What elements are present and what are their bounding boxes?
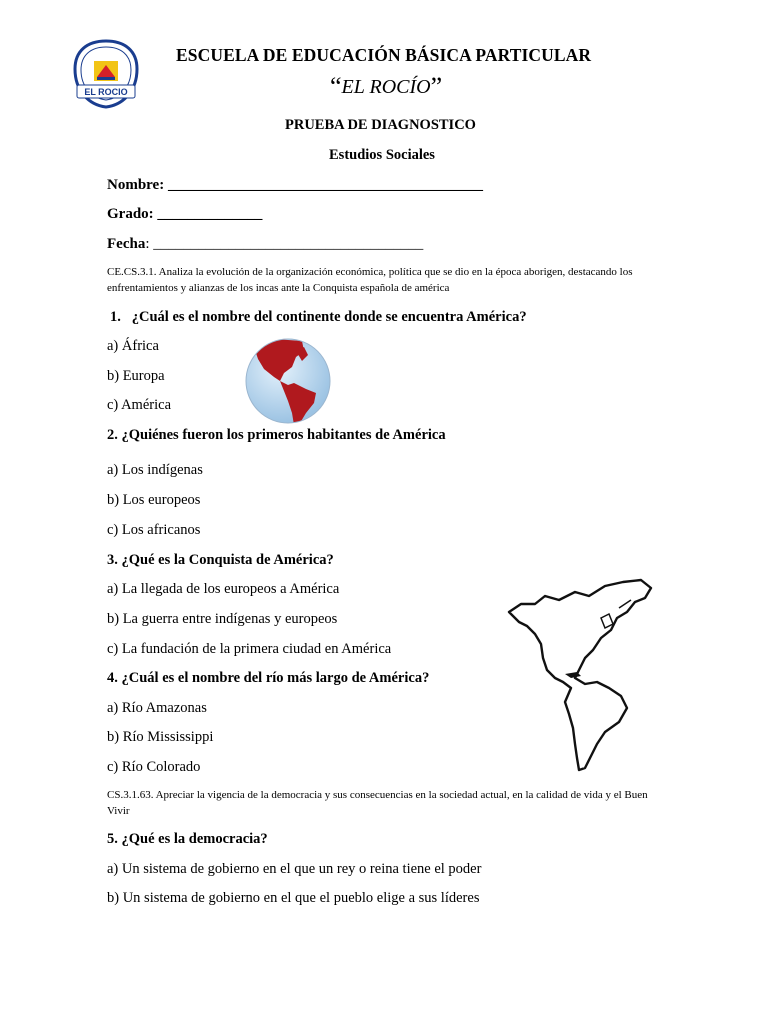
option-1c: c) América [107,397,172,413]
subject-title: Estudios Sociales [329,147,435,163]
option-4b: b) Río Mississippi [107,729,214,745]
option-5b: b) Un sistema de gobierno en el que el pueblo elige a sus líderes [107,890,480,906]
grade-field [107,206,262,223]
option-1b: b) Europa [107,368,165,384]
name-field [107,177,483,194]
question-4: 4. ¿Cuál es el nombre del río más largo de América? [107,670,430,686]
americas-outline-map [505,578,655,773]
option-2c: c) Los africanos [107,522,201,538]
grade-label: Grado: [107,206,154,222]
criterion-2: CS.3.1.63. Apreciar la vigencia de la democracia y sus consecuencias en la sociedad actual, en la calidad de vida y el Buen Vivir [107,789,648,817]
question-5: 5. ¿Qué es la democracia? [107,831,268,847]
school-logo [73,39,139,109]
option-3c: c) La fundación de la primera ciudad en América [107,641,392,657]
option-3b: b) La guerra entre indígenas y europeos [107,611,338,627]
question-1-number: 1. [110,309,121,325]
grade-line: ______________ [157,206,263,222]
school-short-text: EL ROCÍO [341,76,431,98]
option-4c: c) Río Colorado [107,759,201,775]
name-line: __________________________________________ [167,177,483,193]
question-3: 3. ¿Qué es la Conquista de América? [107,552,334,568]
logo-text: EL ROCIO [84,87,128,97]
option-4a: a) Río Amazonas [107,700,207,716]
question-2: 2. ¿Quiénes fueron los primeros habitantes de América [107,427,446,443]
open-quote: “ [330,72,342,101]
question-1 [110,309,527,326]
option-5a: a) Un sistema de gobierno en el que un rey o reina tiene el poder [107,861,482,877]
test-title: PRUEBA DE DIAGNOSTICO [285,117,476,133]
americas-globe-image [244,337,332,425]
name-label: Nombre: [107,177,165,193]
question-1-text: ¿Cuál es el nombre del continente donde se encuentra América? [131,309,527,325]
school-name: ESCUELA DE EDUCACIÓN BÁSICA PARTICULAR [176,45,592,65]
close-quote: ” [430,72,443,101]
date-label: Fecha [107,236,146,252]
criterion-1: CE.CS.3.1. Analiza la evolución de la organización económica, política que se dio en la época aborigen, destacando los enfrentamientos y alianzas de los incas ante la Conquista española de américa [107,266,633,294]
date-field [107,236,423,253]
option-2b: b) Los europeos [107,492,201,508]
option-3a: a) La llegada de los europeos a América [107,581,340,597]
option-2a: a) Los indígenas [107,462,203,478]
option-1a: a) África [107,338,159,354]
date-line: : ____________________________________ [145,236,424,252]
school-short-name [330,70,442,100]
